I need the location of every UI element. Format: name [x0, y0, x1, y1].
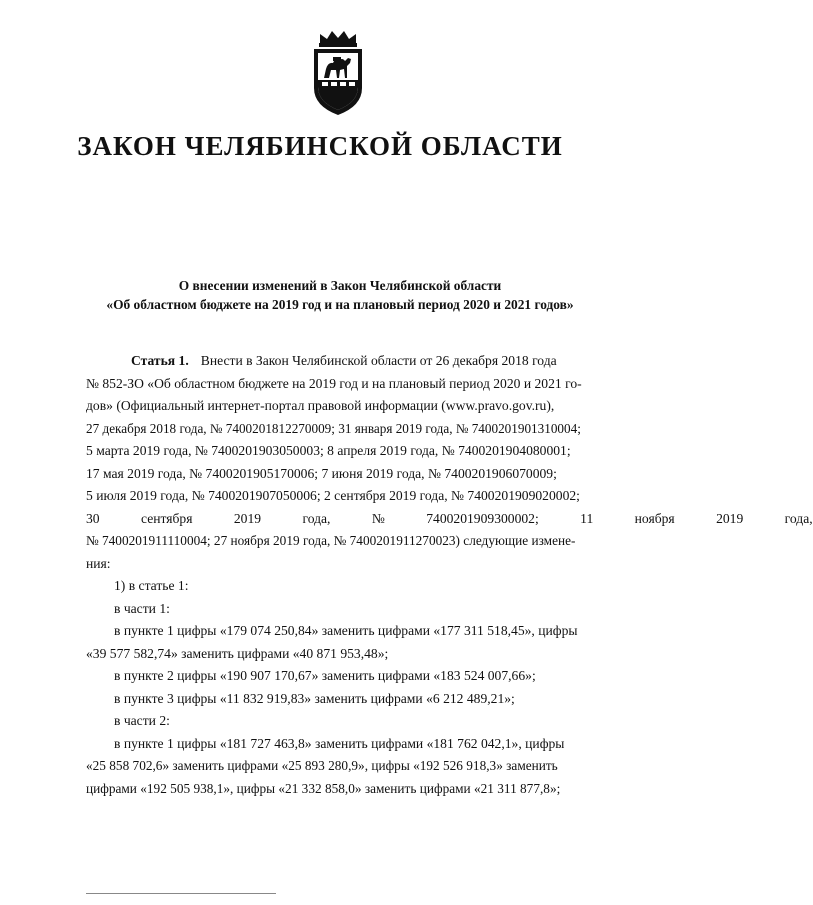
item-part1-point1-line1: в пункте 1 цифры «179 074 250,84» заменить цифрами «177 311 518,45», цифры — [114, 623, 578, 638]
chelyabinsk-coat-of-arms-icon — [300, 28, 376, 118]
item-part2-point1-line3: цифрами «192 505 938,1», цифры «21 332 858,0» заменить цифрами «21 311 877,8»; — [86, 780, 561, 796]
item-part-2: в части 2: — [114, 713, 170, 728]
law-title: ЗАКОН ЧЕЛЯБИНСКОЙ ОБЛАСТИ — [77, 131, 563, 161]
item-part2-point1-line2: «25 858 702,6» заменить цифрами «25 893 280,9», цифры «192 526 918,3» заменить — [86, 758, 558, 773]
article-intro-line: 30 сентября 2019 года, № 7400201909300002; 11 ноября 2019 года, — [86, 510, 813, 526]
subject-line-1: О внесении изменений в Закон Челябинской области — [178, 278, 502, 293]
article-body — [86, 350, 813, 800]
article-intro-line: 27 декабря 2018 года, № 7400201812270009; 31 января 2019 года, № 7400201901310004; — [86, 420, 581, 436]
item-part-1: в части 1: — [114, 600, 170, 616]
article-intro-line: ния: — [86, 555, 111, 571]
article-intro-text: Внести в Закон Челябинской области от 26 декабря 2018 года — [200, 353, 557, 368]
item-part1-point2: в пункте 2 цифры «190 907 170,67» заменить цифрами «183 524 007,66»; — [114, 668, 536, 683]
item-part1-point1-line2: «39 577 582,74» заменить цифрами «40 871 953,48»; — [86, 645, 389, 661]
item-part1-point3: в пункте 3 цифры «11 832 919,83» заменить цифрами «6 212 489,21»; — [114, 690, 515, 706]
article-intro-line: 5 марта 2019 года, № 7400201903050003; 8 апреля 2019 года, № 7400201904080001; — [86, 443, 571, 458]
article-intro-line: дов» (Официальный интернет-портал правовой информации (www.pravo.gov.ru), — [86, 398, 555, 413]
bottom-divider — [86, 893, 276, 894]
item-1: 1) в статье 1: — [114, 578, 189, 593]
article-intro-line: № 852-ЗО «Об областном бюджете на 2019 год и на плановый период 2020 и 2021 го- — [86, 375, 582, 391]
law-subject — [60, 276, 620, 314]
article-label: Статья 1. — [131, 353, 189, 368]
item-part2-point1-line1: в пункте 1 цифры «181 727 463,8» заменить цифрами «181 762 042,1», цифры — [114, 735, 565, 751]
article-intro-line: 17 мая 2019 года, № 7400201905170006; 7 июня 2019 года, № 7400201906070009; — [86, 465, 557, 481]
article-intro-line: 5 июля 2019 года, № 7400201907050006; 2 сентября 2019 года, № 7400201909020002; — [86, 488, 580, 503]
article-intro-line: № 7400201911110004; 27 ноября 2019 года, № 7400201911270023) следующие измене- — [86, 533, 576, 548]
subject-line-2: «Об областном бюджете на 2019 год и на плановый период 2020 и 2021 годов» — [106, 297, 574, 312]
article-intro-line — [86, 350, 604, 373]
